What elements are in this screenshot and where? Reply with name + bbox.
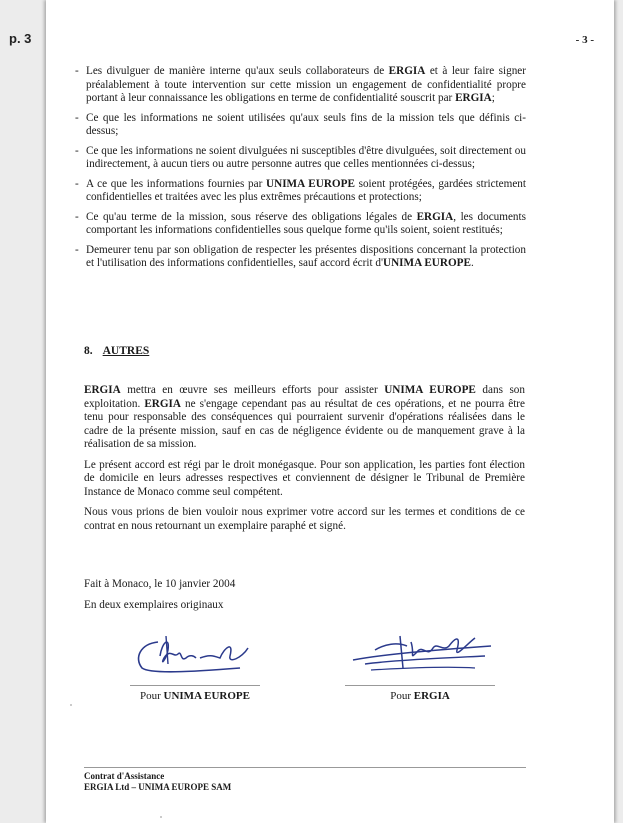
list-item: - Demeurer tenu par son obligation de respecter les présentes dispositions concernant la protection et l'utilisation des informations confidentielles, sauf accord écrit d'UNIMA EUROPE. [75, 243, 526, 269]
copies-note: En deux exemplaires originaux [84, 599, 224, 611]
list-item: - Les divulguer de manière interne qu'aux seuls collaborateurs de ERGIA et à leur faire signer préalablement à toute intervention sur cette mission un engagement de confidentialité propre portant à leur connaissance les obligations en terme de confidentialité souscrit par ERGIA; [75, 65, 527, 104]
page-number: - 3 - [575, 34, 594, 46]
section-body [84, 384, 525, 540]
footer-contract-title: Contrat d'Assistance [84, 771, 165, 781]
paragraph-efforts: ERGIA mettra en œuvre ses meilleurs efforts pour assister UNIMA EUROPE dans son exploitation. ERGIA ne s'engage cependant pas au résultat de ces opérations, et ne pourra être tenu pour responsable des conséquences qui pourraient survenir d'opérations réalisées dans le cadre de la présente mission, sauf en cas de négligence évidente ou de manquement grave à la réalisation de sa mission. [84, 384, 525, 450]
scan-speck [70, 704, 72, 706]
footer-parties: ERGIA Ltd – UNIMA EUROPE SAM [84, 782, 232, 792]
paragraph-agreement-request: Nous vous prions de bien vouloir nous exprimer votre accord sur les termes et conditions de ce contrat en nous retournant un exemplaire paraphé et signé. [84, 506, 525, 532]
list-item: - Ce que les informations ne soient divulguées ni susceptibles d'être divulguées, soit directement ou indirectement, à aucun tiers ou autre personne autres que celles mentionnées ci-dessus; [75, 144, 526, 170]
scan-speck [160, 816, 162, 818]
section-heading [84, 345, 149, 357]
list-item: - A ce que les informations fournies par UNIMA EUROPE soient protégées, gardées strictement confidentielles et traitées avec les plus extrêmes précautions et protections; [75, 177, 526, 203]
list-item: - Ce qu'au terme de la mission, sous réserve des obligations légales de ERGIA, les documents comportant les informations confidentielles sous quelque forme qu'ils soient, soient restitués; [75, 210, 526, 236]
list-item: - Ce que les informations ne soient utilisées qu'aux seuls fins de la mission tels que définis ci-dessus; [75, 111, 526, 137]
confidentiality-bullet-list [75, 65, 527, 277]
paragraph-jurisdiction: Le présent accord est régi par le droit monégasque. Pour son application, les parties font élection de domicile en leurs adresses respectives et conviennent de désigner le Tribunal de Première Instance de Monaco comme seul compétent. [84, 458, 525, 498]
signature-block-ergia [345, 624, 495, 702]
closing-block [84, 574, 235, 616]
section-title: AUTRES [102, 345, 150, 357]
page-label: p. 3 [9, 31, 32, 46]
section-number: 8. [84, 345, 93, 357]
signature-unima [130, 628, 260, 678]
signature-label-ergia: Pour ERGIA [390, 690, 450, 702]
place-date: Fait à Monaco, le 10 janvier 2004 [84, 578, 236, 590]
signature-block-unima [130, 628, 260, 702]
footer [84, 771, 231, 793]
signature-ergia [345, 624, 495, 678]
footer-divider [84, 767, 526, 768]
signature-label-unima: Pour UNIMA EUROPE [139, 690, 250, 702]
